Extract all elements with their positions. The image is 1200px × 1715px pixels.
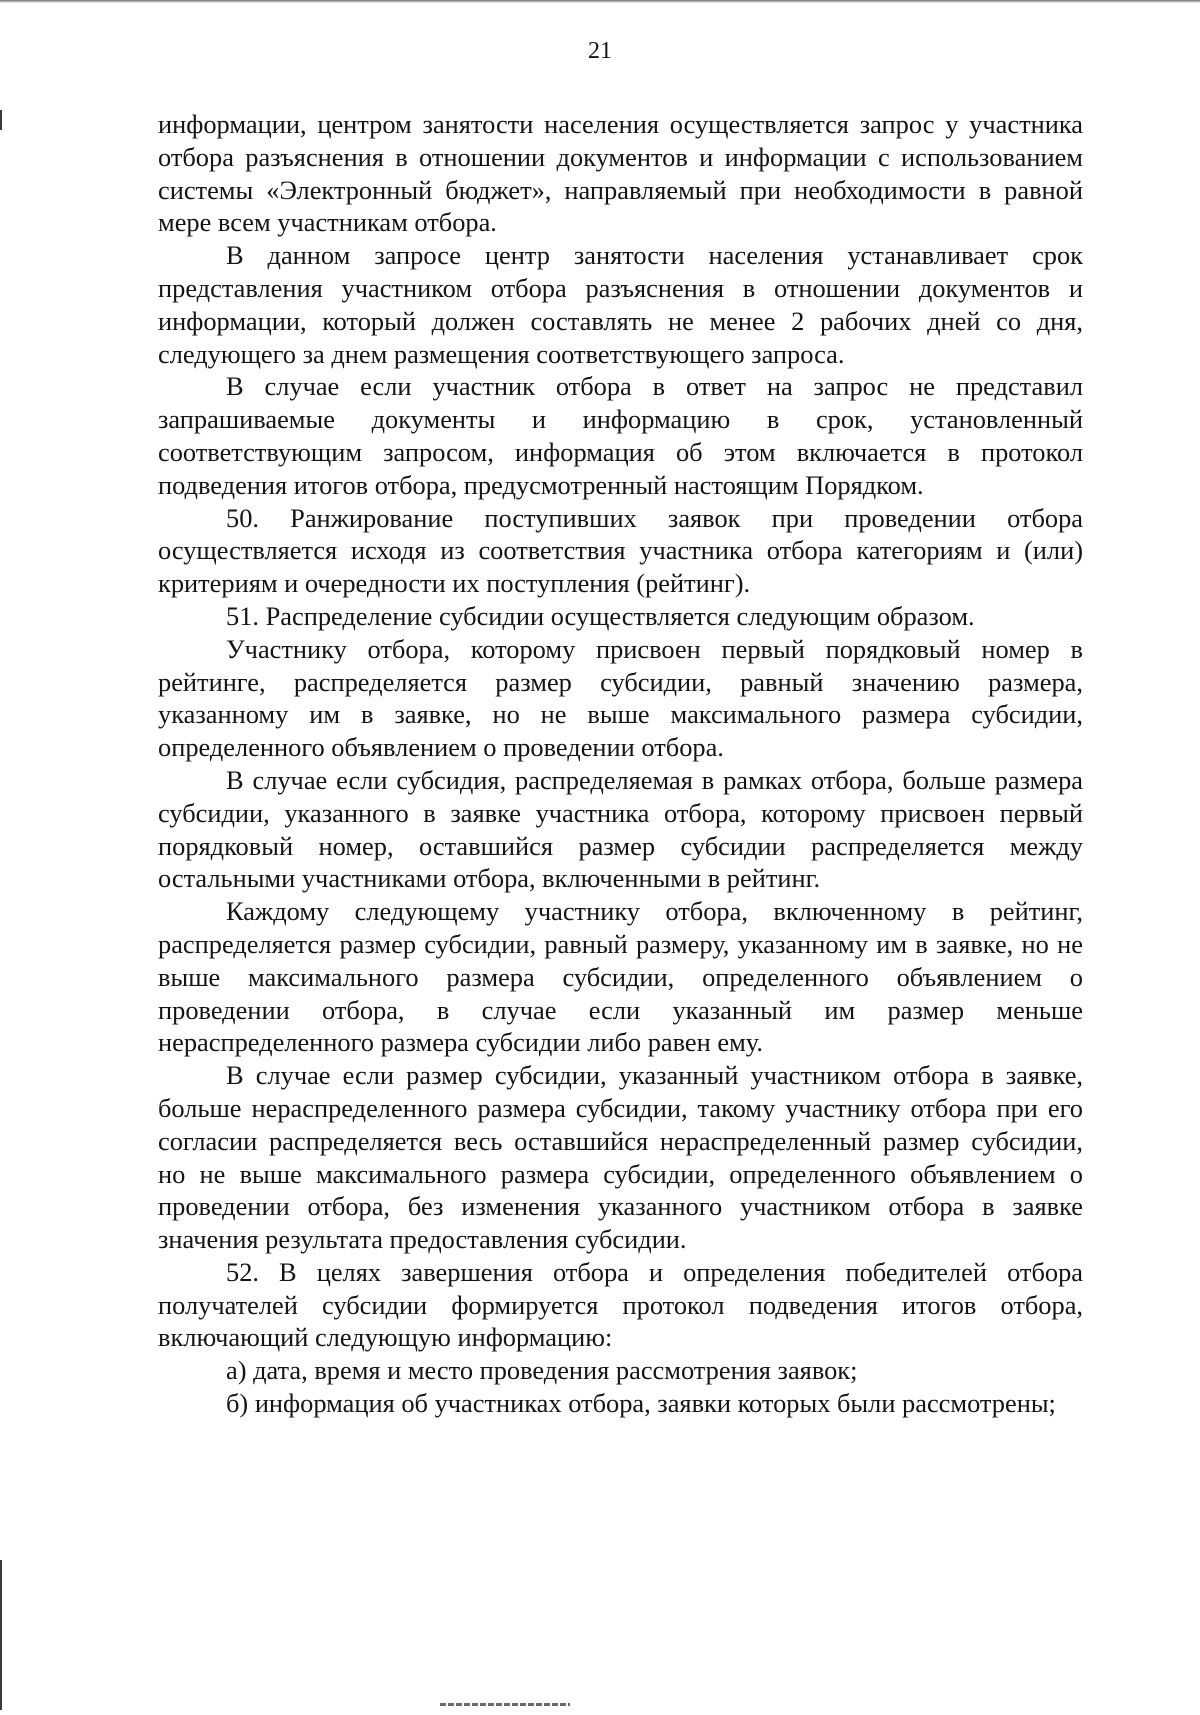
paragraph: В случае если субсидия, распределяемая в рамках отбора, больше размера субсидии, указанного в заявке участника отбора, которому присвоен первый порядковый номер, оставшийся размер субсидии распределяется между остальными участниками отбора, включенными в рейтинг. [158, 764, 1083, 894]
paragraph: В данном запросе центр занятости населения устанавливает срок представления участником отбора разъяснения в отношении документов и информации, который должен составлять не менее 2 рабочих дней со дня, следующего за днем размещения соответствующего запроса. [158, 240, 1083, 369]
paragraph-item-52: 52. В целях завершения отбора и определения победителей отбора получателей субсидии формируется протокол подведения итогов отбора, включающий следующую информацию: [158, 1256, 1083, 1353]
scan-mark-left-upper [0, 110, 2, 130]
paragraph: Участнику отбора, которому присвоен первый порядковый номер в рейтинге, распределяется размер субсидии, равный значению размера, указанному им в заявке, но не выше максимального размера субсидии, определенного объявлением о проведении отбора. [158, 633, 1083, 763]
paragraph: В случае если участник отбора в ответ на запрос не представил запрашиваемые документы и информацию в срок, установленный соответствующим запросом, информация об этом включается в протокол подведения итогов отбора, предусмотренный настоящим Порядком. [158, 371, 1083, 500]
page-number: 21 [588, 38, 612, 64]
paragraph-item-51: 51. Распределение субсидии осуществляется следующим образом. [226, 600, 975, 631]
paragraph: В случае если размер субсидии, указанный участником отбора в заявке, больше нераспределенного размера субсидии, такому участнику отбора при его согласии распределяется весь оставшийся нераспределенный размер субсидии, но не выше максимального размера субсидии, определенного объявлением о проведении отбора, без изменения указанного участником отбора в заявке значения результата предоставления субсидии. [158, 1060, 1083, 1255]
scan-mark-left-lower [0, 1560, 2, 1710]
document-body [158, 108, 1083, 1420]
list-item-b: б) информация об участниках отбора, заявки которых были рассмотрены; [226, 1388, 1056, 1419]
paragraph-item-50: 50. Ранжирование поступивших заявок при проведении отбора осуществляется исходя из соответствия участника отбора категориям и (или) критериям и очередности их поступления (рейтинг). [158, 502, 1083, 599]
paragraph: информации, центром занятости населения осуществляется запрос у участника отбора разъяснения в отношении документов и информации с использованием системы «Электронный бюджет», направляемый при необходимости в равной мере всем участникам отбора. [158, 109, 1083, 238]
paragraph: Каждому следующему участнику отбора, включенному в рейтинг, распределяется размер субсидии, равный размеру, указанному им в заявке, но не выше максимального размера субсидии, определенного объявлением о проведении отбора, в случае если указанный им размер меньше нераспределенного размера субсидии либо равен ему. [158, 896, 1083, 1058]
list-item-a: а) дата, время и место проведения рассмотрения заявок; [226, 1355, 858, 1386]
scan-edge-top [0, 0, 1200, 3]
scan-mark-bottom [440, 1703, 570, 1706]
